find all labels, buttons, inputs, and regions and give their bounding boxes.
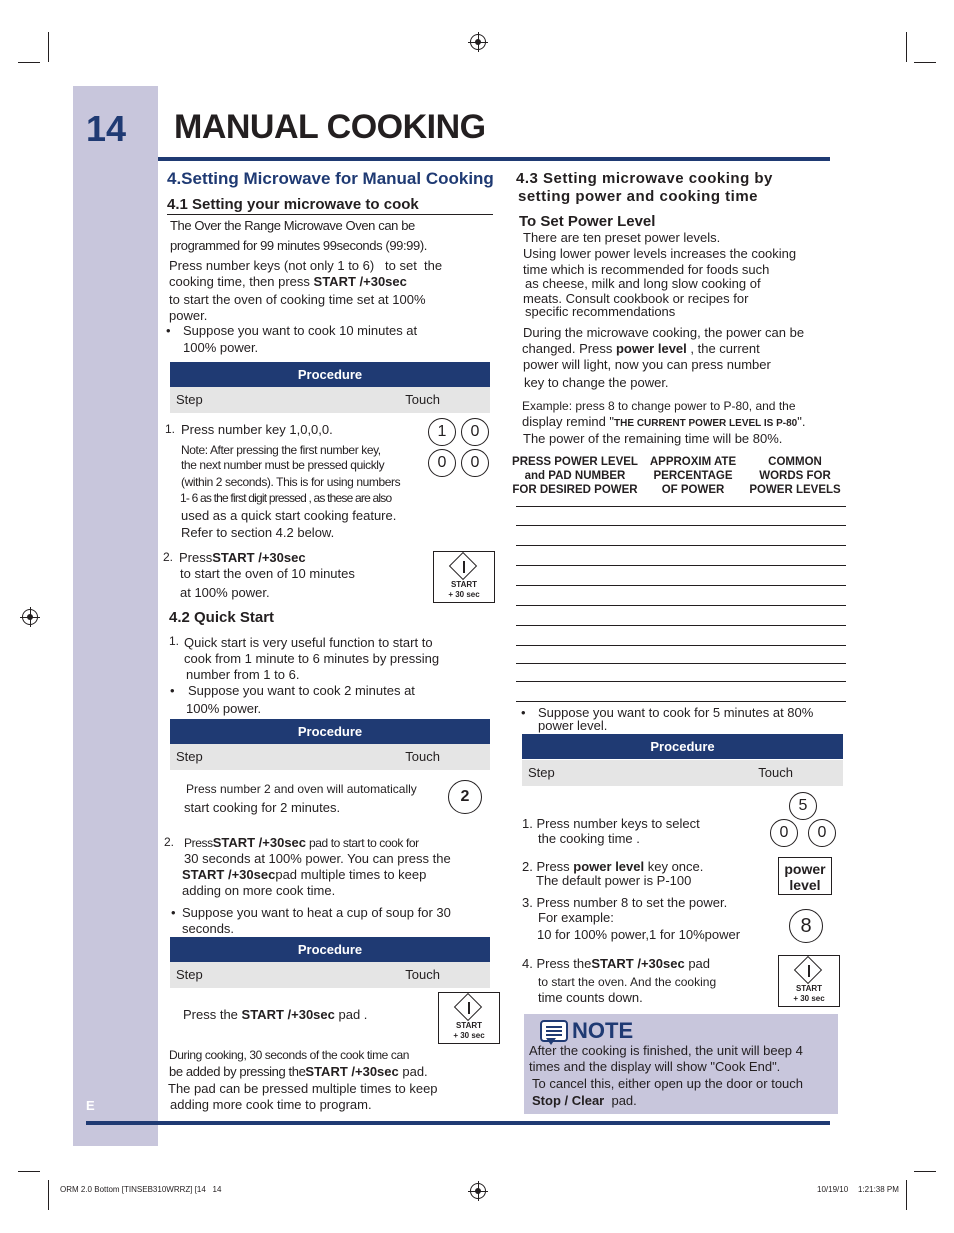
step-text: START /+30secpad multiple times to keep xyxy=(182,867,427,882)
footer-date: 10/19/10 xyxy=(817,1185,849,1194)
step-text: 2. Press power level key once. xyxy=(522,859,704,874)
bullet-text: Suppose you want to cook 2 minutes at xyxy=(188,683,415,698)
registration-mark-icon xyxy=(470,34,486,50)
bullet-text: 100% power. xyxy=(183,340,259,355)
subsection-title-4-3: setting power and cooking time xyxy=(518,188,759,205)
paragraph-line: During cooking, 30 seconds of the cook time can xyxy=(169,1048,410,1062)
step-text: at 100% power. xyxy=(180,585,270,600)
footer-file-info: ORM 2.0 Bottom [TINSEB310WRRZ] [14 14 xyxy=(60,1185,222,1194)
note-text: times and the display will show "Cook End". xyxy=(529,1059,781,1074)
crop-mark xyxy=(48,32,49,62)
paragraph-line: adding more cook time to program. xyxy=(170,1097,372,1112)
procedure-subheader xyxy=(170,962,490,988)
bullet-text: power level. xyxy=(538,718,608,733)
note-text: To cancel this, either open up the door or touch xyxy=(532,1076,804,1091)
number-key-2[interactable]: 2 xyxy=(448,780,482,814)
bullet-text: Suppose you want to heat a cup of soup for 30 xyxy=(182,905,451,920)
procedure-header: Procedure xyxy=(522,734,843,759)
registration-mark-icon xyxy=(22,609,38,625)
step-text: Press the START /+30sec pad . xyxy=(183,1007,368,1022)
paragraph-line: key to change the power. xyxy=(524,375,669,390)
bullet-text: Suppose you want to cook for 5 minutes at 80% xyxy=(538,705,814,720)
step-text: 10 for 100% power,1 for 10%power xyxy=(537,927,741,942)
step-text: PressSTART /+30sec pad to start to cook for xyxy=(184,835,419,850)
number-key-5[interactable]: 5 xyxy=(789,792,817,820)
step-text: time counts down. xyxy=(538,990,643,1005)
paragraph-line: time which is recommended for foods such xyxy=(523,262,770,277)
table-rule xyxy=(516,663,846,664)
step-label: Step xyxy=(176,967,203,982)
step-text: 1. Press number keys to select xyxy=(522,816,700,831)
step-text: 30 seconds at 100% power. You can press the xyxy=(184,851,451,866)
step-text: 4. Press theSTART /+30sec pad xyxy=(522,956,711,971)
step-text: Press number key 1,0,0,0. xyxy=(181,422,333,437)
step-text: For example: xyxy=(538,910,614,925)
paragraph-line: During the microwave cooking, the power can be xyxy=(523,325,805,340)
paragraph-line: The pad can be pressed multiple times to keep xyxy=(168,1081,438,1096)
table-rule xyxy=(516,605,846,606)
paragraph-line: Example: press 8 to change power to P-80, and the xyxy=(522,399,796,413)
start-30sec-button[interactable]: START + 30 sec xyxy=(433,551,495,603)
table-rule xyxy=(516,645,846,646)
paragraph-line: The Over the Range Microwave Oven can be xyxy=(170,218,415,233)
step-text: start cooking for 2 minutes. xyxy=(184,800,341,815)
step-text: to start the oven of 10 minutes xyxy=(180,566,355,581)
table-column-header: PRESS POWER LEVEL and PAD NUMBER FOR DESIRED POWER xyxy=(512,456,638,496)
table-column-header: APPROXIM ATE PERCENTAGE OF POWER xyxy=(649,456,737,496)
section-title: 4.Setting Microwave for Manual Cooking xyxy=(167,169,494,188)
subsection-rule xyxy=(167,214,493,215)
paragraph-line: power will light, now you can press number xyxy=(523,357,771,372)
paragraph-line: power. xyxy=(169,308,208,323)
table-rule xyxy=(516,681,846,682)
note-text: After the cooking is finished, the unit will beep 4 xyxy=(529,1043,803,1058)
table-column-header: COMMON WORDS FOR POWER LEVELS xyxy=(749,456,841,496)
table-rule xyxy=(516,701,846,702)
step-text: The default power is P-100 xyxy=(536,873,692,888)
crop-mark xyxy=(906,1180,907,1210)
paragraph-line: meats. Consult cookbook or recipes for xyxy=(523,291,749,306)
procedure-header: Procedure xyxy=(170,719,490,744)
step-text: (within 2 seconds). This is for using numbers xyxy=(181,475,401,489)
paragraph-line: display remind "THE CURRENT POWER LEVEL IS P-80". xyxy=(522,414,806,429)
table-rule xyxy=(516,585,846,586)
number-key-8[interactable]: 8 xyxy=(789,909,823,943)
procedure-subheader xyxy=(170,744,490,770)
registration-mark-icon xyxy=(470,1183,486,1199)
number-key-0[interactable]: 0 xyxy=(461,418,489,446)
procedure-header: Procedure xyxy=(170,937,490,962)
bullet-text: 100% power. xyxy=(186,701,262,716)
step-number: 2. xyxy=(164,835,175,849)
subsection-title-4-3: 4.3 Setting microwave cooking by xyxy=(516,170,773,187)
bullet-icon: • xyxy=(170,683,175,698)
step-text: Quick start is very useful function to start to xyxy=(184,635,433,650)
page-number: 14 xyxy=(86,108,127,149)
subsection-title-4-2: 4.2 Quick Start xyxy=(169,609,275,626)
bullet-text: seconds. xyxy=(182,921,235,936)
touch-label: Touch xyxy=(758,765,793,780)
step-text: the cooking time . xyxy=(538,831,640,846)
step-text: 3. Press number 8 to set the power. xyxy=(522,895,728,910)
table-rule xyxy=(516,565,846,566)
step-text: Press number 2 and oven will automatically xyxy=(186,782,417,796)
table-rule xyxy=(516,525,846,526)
number-key-0[interactable]: 0 xyxy=(461,449,489,477)
paragraph-line: There are ten preset power levels. xyxy=(523,230,721,245)
bullet-icon: • xyxy=(166,323,171,338)
paragraph-line: The power of the remaining time will be 80%. xyxy=(523,431,783,446)
step-text: adding on more cook time. xyxy=(182,883,336,898)
touch-label: Touch xyxy=(405,749,440,764)
procedure-header: Procedure xyxy=(170,362,490,387)
bullet-icon: • xyxy=(521,705,526,720)
page-sidebar xyxy=(73,86,158,1146)
step-text: 1- 6 as the first digit pressed , as these are also xyxy=(180,491,392,505)
power-level-button[interactable]: power level xyxy=(778,857,832,895)
step-text: cook from 1 minute to 6 minutes by pressing xyxy=(184,651,440,666)
paragraph-line: Using lower power levels increases the cooking xyxy=(523,246,797,261)
paragraph-line: specific recommendations xyxy=(525,304,676,319)
step-number: 1. xyxy=(169,634,180,648)
step-text: number from 1 to 6. xyxy=(186,667,300,682)
start-30sec-button[interactable]: START + 30 sec xyxy=(438,992,500,1044)
step-number: 1. xyxy=(165,422,176,436)
touch-label: Touch xyxy=(405,967,440,982)
crop-mark xyxy=(914,62,936,63)
touch-label: Touch xyxy=(405,392,440,407)
step-text: to start the oven. And the cooking xyxy=(538,975,717,989)
crop-mark xyxy=(914,1171,936,1172)
step-text: used as a quick start cooking feature. xyxy=(181,508,397,523)
paragraph-line: cooking time, then press START /+30sec xyxy=(169,274,407,289)
bullet-icon: • xyxy=(171,905,176,920)
crop-mark xyxy=(18,62,40,63)
step-label: Step xyxy=(176,749,203,764)
paragraph-line: to start the oven of cooking time set at 100% xyxy=(169,292,426,307)
step-label: Step xyxy=(528,765,555,780)
number-key-0[interactable]: 0 xyxy=(428,449,456,477)
step-text: the next number must be pressed quickly xyxy=(181,458,385,472)
step-text: Note: After pressing the first number key, xyxy=(181,443,381,457)
bullet-text: Suppose you want to cook 10 minutes at xyxy=(183,323,418,338)
number-key-0[interactable]: 0 xyxy=(770,819,798,847)
table-rule xyxy=(516,545,846,546)
crop-mark xyxy=(906,32,907,62)
procedure-subheader xyxy=(170,387,490,413)
footer-time: 1:21:38 PM xyxy=(858,1185,899,1194)
page-title: MANUAL COOKING xyxy=(174,108,486,146)
number-key-0[interactable]: 0 xyxy=(808,819,836,847)
title-rule xyxy=(158,157,830,161)
table-rule xyxy=(516,506,846,507)
paragraph-line: changed. Press power level , the current xyxy=(522,341,760,356)
language-tab: E xyxy=(86,1098,95,1113)
step-label: Step xyxy=(176,392,203,407)
paragraph-line: as cheese, milk and long slow cooking of xyxy=(525,276,761,291)
bottom-rule xyxy=(86,1121,830,1125)
paragraph-line: be added by pressing theSTART /+30sec pad. xyxy=(169,1064,428,1079)
subsection-title-4-1: 4.1 Setting your microwave to cook xyxy=(167,196,419,213)
note-title: NOTE xyxy=(572,1018,634,1043)
step-text: PressSTART /+30sec xyxy=(179,550,306,565)
start-30sec-button[interactable]: START + 30 sec xyxy=(778,955,840,1007)
paragraph-line: programmed for 99 minutes 99seconds (99:99). xyxy=(170,238,427,253)
step-text: Refer to section 4.2 below. xyxy=(181,525,335,540)
power-level-title: To Set Power Level xyxy=(519,213,656,230)
step-number: 2. xyxy=(163,550,174,564)
table-rule xyxy=(516,625,846,626)
note-text: Stop / Clear pad. xyxy=(532,1093,637,1108)
paragraph-line: Press number keys (not only 1 to 6) to set the xyxy=(169,258,443,273)
crop-mark xyxy=(48,1180,49,1210)
number-key-1[interactable]: 1 xyxy=(428,418,456,446)
crop-mark xyxy=(18,1171,40,1172)
procedure-subheader xyxy=(522,760,843,786)
